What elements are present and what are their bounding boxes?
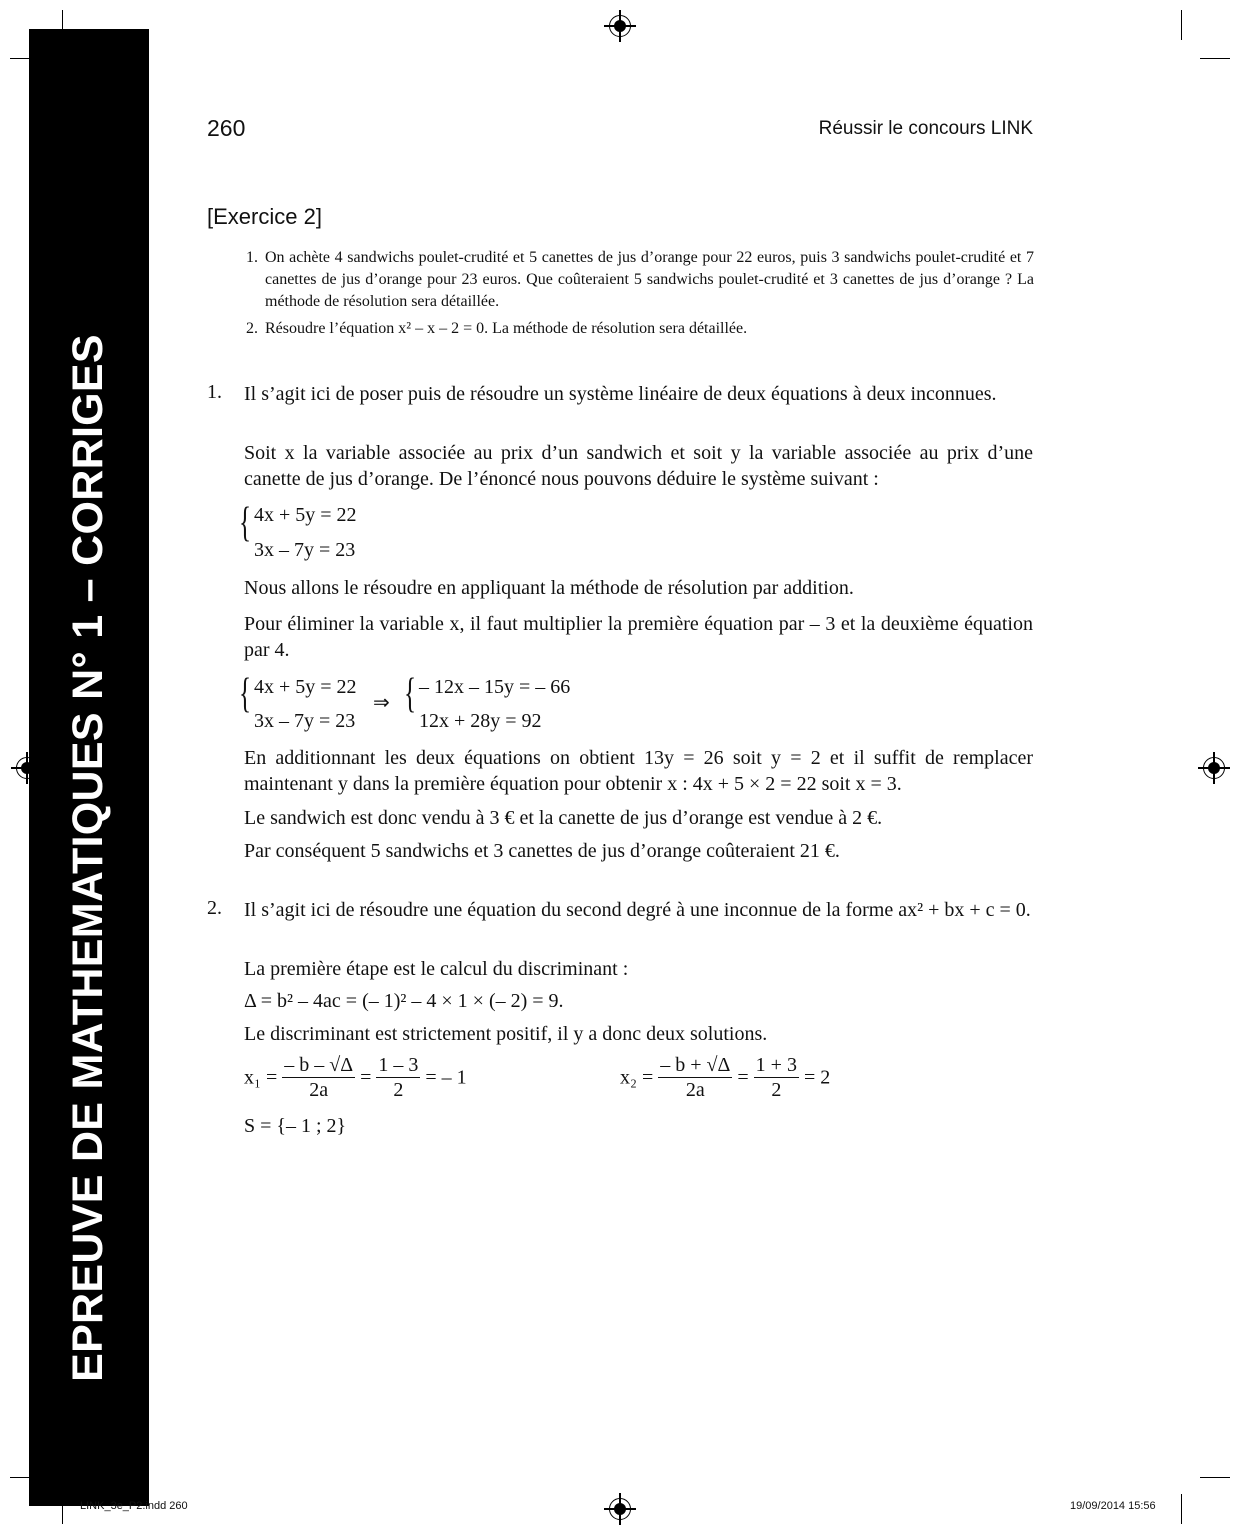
answer-paragraph: Pour éliminer la variable x, il faut multiplier la première équation par – 3 et la deuxième équation par 4. xyxy=(244,613,1033,661)
system-brace: { xyxy=(239,500,252,546)
answer-paragraph: Le discriminant est strictement positif, il y a donc deux solutions. xyxy=(244,1023,768,1045)
footer-file: LINK_3e_P2.indd 260 xyxy=(80,1500,188,1512)
denominator: 2 xyxy=(771,1079,782,1101)
registration-mark-icon xyxy=(609,15,631,37)
statement-text: Résoudre l’équation x² – x – 2 = 0. La méthode de résolution sera détaillée. xyxy=(265,320,748,337)
denominator: 2a xyxy=(309,1079,329,1101)
x2-result: = 2 xyxy=(803,1066,831,1089)
denominator: 2 xyxy=(393,1079,404,1101)
discriminant-formula: Δ = b² – 4ac = (– 1)² – 4 × 1 × (– 2) = 9. xyxy=(244,990,564,1012)
answer-number: 2. xyxy=(207,897,222,919)
answer-number: 1. xyxy=(207,381,222,403)
answer-paragraph: Nous allons le résoudre en appliquant la méthode de résolution par addition. xyxy=(244,577,854,599)
equals: = xyxy=(360,1066,372,1089)
crop-mark xyxy=(1200,58,1230,59)
equation: 12x + 28y = 92 xyxy=(419,710,542,732)
answer-paragraph: Le sandwich est donc vendu à 3 € et la canette de jus d’orange est vendue à 2 €. xyxy=(244,807,883,829)
equals: = xyxy=(737,1066,749,1089)
x2-label: x₂ = xyxy=(620,1066,654,1089)
equation: – 12x – 15y = – 66 xyxy=(419,676,571,698)
crop-mark xyxy=(1200,1477,1230,1478)
x1-label: x₁ = xyxy=(244,1066,278,1089)
numerator: – b + √Δ xyxy=(660,1054,731,1076)
crop-mark xyxy=(1181,1494,1182,1524)
footer-date: 19/09/2014 15:56 xyxy=(1070,1500,1156,1512)
statement-text: On achète 4 sandwichs poulet-crudité et 5 canettes de jus d’orange pour 22 euros, puis 3 sandwichs poulet-crudité et 7 canettes de jus d’orange pour 23 euros. Que coûteraient 5 sandwichs poulet-crudité et 3 canettes de jus d’orange ? La méthode de résolution sera détaillée. xyxy=(265,249,1034,310)
registration-mark-icon xyxy=(609,1498,631,1520)
equation: 3x – 7y = 23 xyxy=(254,539,356,561)
solution-set: S = {– 1 ; 2} xyxy=(244,1115,347,1137)
numerator: 1 + 3 xyxy=(755,1054,797,1076)
statement-number: 2. xyxy=(246,320,258,337)
system-brace: { xyxy=(404,671,417,717)
system-brace: { xyxy=(239,671,252,717)
exercise-title: [Exercice 2] xyxy=(207,204,322,229)
x1-result: = – 1 xyxy=(425,1066,467,1089)
implies-arrow: ⇒ xyxy=(373,692,390,714)
numerator: 1 – 3 xyxy=(378,1054,419,1076)
equation: 3x – 7y = 23 xyxy=(254,710,356,732)
numerator: – b – √Δ xyxy=(284,1054,354,1076)
book-title: Réussir le concours LINK xyxy=(818,118,1033,139)
solution-x2 xyxy=(620,1053,830,1102)
answer-paragraph: Il s’agit ici de résoudre une équation du second degré à une inconnue de la forme ax² + bx + c = 0. xyxy=(244,899,1031,921)
equation: 4x + 5y = 22 xyxy=(254,504,357,526)
fraction xyxy=(376,1053,420,1102)
registration-mark-icon xyxy=(1203,757,1225,779)
answer-paragraph: Il s’agit ici de poser puis de résoudre un système linéaire de deux équations à deux inconnues. xyxy=(244,383,997,405)
answer-paragraph: La première étape est le calcul du discriminant : xyxy=(244,958,629,980)
equation: 4x + 5y = 22 xyxy=(254,676,357,698)
side-banner-text: EPREUVE DE MATHEMATIQUES N° 1 – CORRIGES xyxy=(64,334,112,1382)
answer-paragraph: Soit x la variable associée au prix d’un sandwich et soit y la variable associée au prix d’une canette de jus d’orange. De l’énoncé nous pouvons déduire le système suivant : xyxy=(244,442,1033,490)
crop-mark xyxy=(1181,10,1182,40)
answer-paragraph: Par conséquent 5 sandwichs et 3 canettes de jus d’orange coûteraient 21 €. xyxy=(244,840,840,862)
page-number: 260 xyxy=(207,115,246,141)
fraction xyxy=(658,1053,732,1102)
statement-number: 1. xyxy=(246,249,258,266)
fraction xyxy=(282,1053,355,1102)
solution-x1 xyxy=(244,1053,467,1102)
denominator: 2a xyxy=(685,1079,705,1101)
fraction xyxy=(754,1053,799,1102)
answer-paragraph: En additionnant les deux équations on obtient 13y = 26 soit y = 2 et il suffit de remplacer maintenant y dans la première équation pour obtenir x : 4x + 5 × 2 = 22 soit x = 3. xyxy=(244,747,1033,795)
